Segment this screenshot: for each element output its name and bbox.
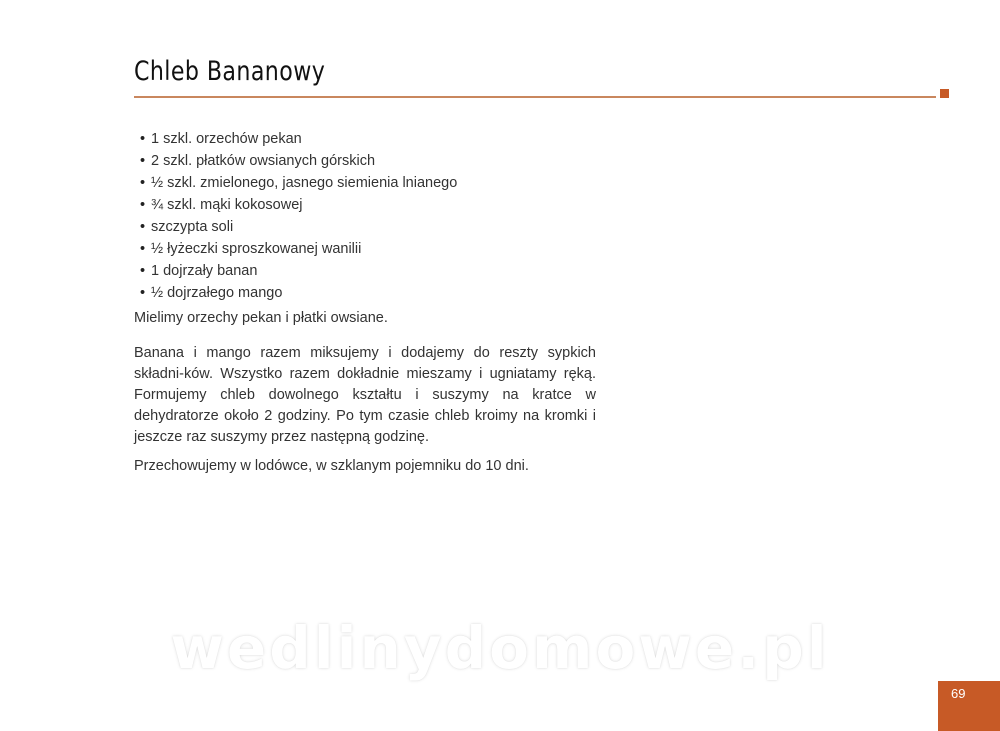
bullet-icon: • <box>140 175 146 191</box>
bullet-icon: • <box>140 197 146 213</box>
ingredient-text: szczypta soli <box>151 219 234 235</box>
ingredient-text: ½ dojrzałego mango <box>151 285 283 301</box>
ingredient-item <box>140 238 457 260</box>
instruction-paragraph-storage: Przechowujemy w lodówce, w szklanym pojemniku do 10 dni. <box>134 458 529 474</box>
ingredient-text: ½ szkl. zmielonego, jasnego siemienia lnianego <box>151 175 458 191</box>
ingredient-item <box>140 128 457 150</box>
ingredient-item <box>140 172 457 194</box>
recipe-title: Chleb Bananowy <box>134 56 326 87</box>
instruction-paragraph-mix: Banana i mango razem miksujemy i dodajemy do reszty sypkich składni-ków. Wszystko razem dokładnie mieszamy i ugniatamy ręką. Formujemy chleb dowolnego kształtu i suszymy na kratce w dehydratorze około 2 godziny. Po tym czasie chleb kroimy na kromki i jeszcze raz suszymy przez następną godzinę. <box>134 345 596 445</box>
bullet-icon: • <box>140 263 146 279</box>
bullet-icon: • <box>140 131 146 147</box>
bullet-icon: • <box>140 153 146 169</box>
ingredient-text: 2 szkl. płatków owsianych górskich <box>151 153 376 169</box>
ingredient-item <box>140 216 457 238</box>
bullet-icon: • <box>140 219 146 235</box>
title-divider <box>134 96 936 98</box>
accent-square <box>940 89 949 98</box>
ingredient-item <box>140 260 457 282</box>
page-number: 69 <box>951 686 966 701</box>
watermark: wedlinydomowe.pl <box>170 614 830 682</box>
bullet-icon: • <box>140 285 146 301</box>
ingredient-text: ½ łyżeczki sproszkowanej wanilii <box>151 241 362 257</box>
page-number-box <box>938 681 1000 731</box>
ingredient-item <box>140 194 457 216</box>
ingredient-text: 1 szkl. orzechów pekan <box>151 131 302 147</box>
bullet-icon: • <box>140 241 146 257</box>
ingredient-item <box>140 150 457 172</box>
ingredient-list <box>140 128 457 304</box>
ingredient-text: 1 dojrzały banan <box>151 263 258 279</box>
instruction-paragraph-grind: Mielimy orzechy pekan i płatki owsiane. <box>134 310 388 326</box>
ingredient-text: ¾ szkl. mąki kokosowej <box>151 197 303 213</box>
ingredient-item <box>140 282 457 304</box>
